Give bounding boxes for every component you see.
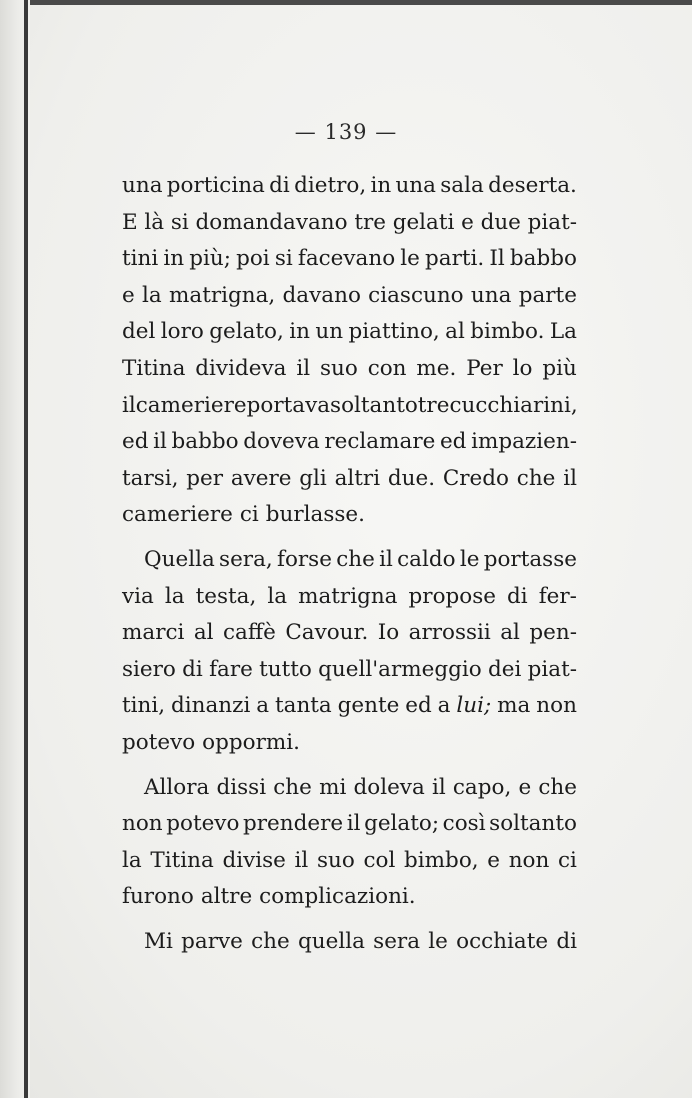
word: parve [181, 928, 243, 954]
word: al [193, 620, 214, 646]
word: poi [236, 246, 270, 272]
word: portasse [483, 546, 577, 572]
word: tutto [259, 656, 312, 682]
word: tanta [274, 693, 332, 719]
text-line [122, 879, 577, 916]
text-line [122, 770, 577, 807]
word: la [142, 282, 162, 308]
word: siero [122, 656, 176, 682]
word: a [256, 693, 270, 719]
word: avere [230, 465, 292, 491]
word: tre [354, 209, 386, 235]
word: fer- [538, 583, 577, 609]
word: il [296, 355, 311, 381]
word: quell'armeggio [318, 656, 482, 682]
word: Per [466, 355, 503, 381]
word: testa, [195, 583, 257, 609]
word: il [563, 465, 577, 491]
text-line [122, 806, 577, 843]
word: due. [387, 465, 436, 491]
word: ci [239, 502, 259, 528]
word: gelati [392, 209, 455, 235]
word: il [346, 811, 361, 837]
word: parti. [425, 246, 485, 272]
word: per [186, 465, 224, 491]
word: piat- [527, 209, 577, 235]
word: che [538, 774, 577, 800]
word: dietro, [294, 173, 367, 198]
word: tini, [122, 693, 166, 719]
word: lo [512, 355, 533, 381]
word: lui; [456, 693, 492, 719]
text-line [122, 688, 577, 725]
word: a [437, 693, 451, 719]
word: sala [440, 173, 484, 198]
text-line [122, 725, 577, 762]
word: Il [489, 246, 505, 272]
word: più [542, 355, 577, 381]
text-line [122, 615, 577, 652]
word: le [459, 546, 480, 572]
page-binding-edge [24, 0, 28, 1098]
word: una [122, 173, 163, 198]
word: altre [200, 884, 253, 910]
word: soltanto [330, 392, 418, 418]
word: e [122, 282, 135, 308]
word: cameriere [135, 392, 247, 418]
text-line [122, 497, 577, 534]
word: ma [497, 693, 531, 719]
body-text [122, 168, 577, 960]
word: La [549, 319, 577, 345]
text-line [122, 579, 577, 616]
word: le [428, 928, 448, 954]
text-line [122, 351, 577, 388]
word: il [294, 847, 309, 873]
word: portava [246, 392, 331, 418]
word: la [267, 583, 288, 609]
word: gli [299, 465, 327, 491]
text-line [122, 168, 577, 205]
word: caldo [397, 546, 456, 572]
word: dissi [216, 774, 267, 800]
word: impazien- [471, 429, 577, 455]
word: tarsi, [122, 465, 179, 491]
word: facevano [297, 246, 396, 272]
word: divise [222, 847, 286, 873]
word: il [379, 546, 393, 572]
word: doveva [243, 429, 320, 455]
word: me. [416, 355, 457, 381]
word: deserta. [488, 173, 577, 198]
word: Allora [144, 774, 210, 800]
word: non [508, 847, 550, 873]
word: domandavano [195, 209, 348, 235]
page-top-edge [0, 0, 692, 5]
word: matrigna [298, 583, 398, 609]
text-line [122, 314, 577, 351]
word: forse [277, 546, 332, 572]
word: via [122, 583, 154, 609]
word: quella [298, 928, 365, 954]
word: del [122, 319, 156, 345]
word: gente [337, 693, 400, 719]
word: il [153, 429, 167, 455]
word: bimbo. [470, 319, 545, 345]
word: complicazioni. [259, 884, 416, 910]
word: che [516, 465, 556, 491]
word: parte [518, 282, 577, 308]
word: mi [319, 774, 347, 800]
word: suo [316, 847, 355, 873]
word: dei [487, 656, 522, 682]
word: piattino, [348, 319, 440, 345]
word: furono [122, 884, 194, 910]
word: divideva [195, 355, 287, 381]
word: porticina [166, 173, 265, 198]
word: tini [122, 246, 159, 272]
text-line [122, 205, 577, 242]
page-number: — 139 — [294, 120, 398, 144]
word: e [518, 774, 532, 800]
word: che [336, 546, 375, 572]
word: ed [122, 429, 149, 455]
text-line [122, 461, 577, 498]
word: di [556, 928, 577, 954]
word: piat- [527, 656, 577, 682]
word: con [367, 355, 407, 381]
word: non [122, 811, 163, 837]
text-line [122, 924, 577, 961]
text-line [122, 652, 577, 689]
word: E [122, 209, 138, 235]
word: potevo [122, 729, 196, 755]
word: suo [319, 355, 358, 381]
word: il [431, 774, 446, 800]
word: la [164, 583, 185, 609]
word: babbo [171, 429, 239, 455]
word: Titina [122, 355, 186, 381]
text-line [122, 542, 577, 579]
word: pen- [529, 620, 577, 646]
word: fare [209, 656, 253, 682]
text-line [122, 424, 577, 461]
text-line [122, 388, 577, 425]
word: loro [160, 319, 204, 345]
word: di [269, 173, 290, 198]
word: davano [282, 282, 361, 308]
word: più; [189, 246, 231, 272]
word: soltanto [489, 811, 577, 837]
word: e [487, 847, 501, 873]
word: Credo [442, 465, 509, 491]
word: capo, [452, 774, 512, 800]
word: così [442, 811, 486, 837]
word: il [122, 392, 136, 418]
word: cameriere [122, 502, 233, 528]
word: reclamare [324, 429, 436, 455]
word: si [170, 209, 189, 235]
word: ci [558, 847, 577, 873]
word: cucchiarini, [449, 392, 578, 418]
word: prendere [243, 811, 344, 837]
word: un [315, 319, 344, 345]
word: ciascuno [368, 282, 464, 308]
word: Mi [144, 928, 173, 954]
text-line [122, 278, 577, 315]
word: bimbo, [404, 847, 479, 873]
word: gelato; [364, 811, 440, 837]
word: una [395, 173, 436, 198]
word: col [363, 847, 396, 873]
word: che [273, 774, 312, 800]
word: due [480, 209, 521, 235]
word: sera, [219, 546, 273, 572]
word: burlasse. [265, 502, 365, 528]
word: ed [405, 693, 432, 719]
word: occhiate [456, 928, 549, 954]
word: Quella [144, 546, 215, 572]
word: ed [439, 429, 467, 455]
word: oppormi. [202, 729, 300, 755]
word: marci [122, 620, 185, 646]
word: caffè [223, 620, 276, 646]
word: la [122, 847, 142, 873]
word: arrossii [408, 620, 491, 646]
text-line [122, 241, 577, 278]
word: dinanzi [170, 693, 251, 719]
word: di [182, 656, 203, 682]
word: matrigna, [169, 282, 276, 308]
word: le [400, 246, 420, 272]
word: tre [417, 392, 450, 418]
text-line [122, 843, 577, 880]
word: in [289, 319, 310, 345]
word: sera [373, 928, 421, 954]
word: in [370, 173, 392, 198]
word: Titina [150, 847, 214, 873]
word: Io [377, 620, 400, 646]
word: là [144, 209, 165, 235]
word: si [274, 246, 293, 272]
word: in [163, 246, 185, 272]
word: al [500, 620, 520, 646]
word: al [445, 319, 465, 345]
word: di [507, 583, 528, 609]
word: altri [334, 465, 381, 491]
word: doleva [353, 774, 425, 800]
word: che [251, 928, 290, 954]
word: e [461, 209, 474, 235]
word: babbo [509, 246, 577, 272]
word: non [536, 693, 577, 719]
word: gelato, [209, 319, 284, 345]
word: potevo [166, 811, 240, 837]
word: Cavour. [285, 620, 369, 646]
word: una [470, 282, 512, 308]
word: propose [408, 583, 496, 609]
